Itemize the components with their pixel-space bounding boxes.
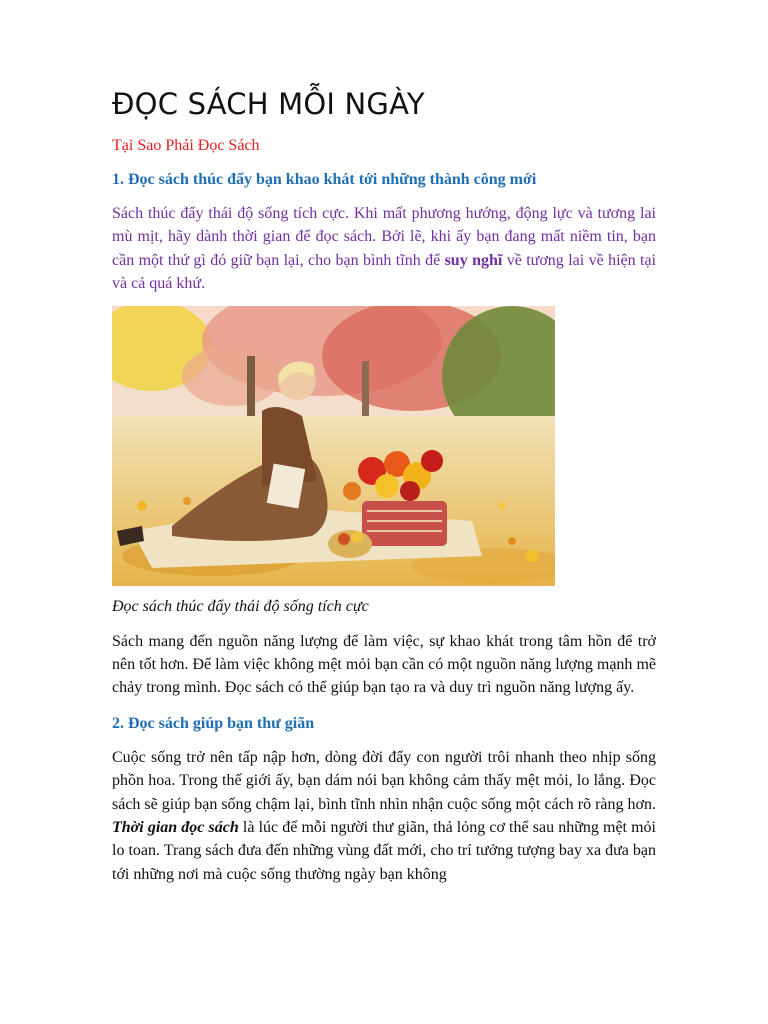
image-caption: Đọc sách thúc đẩy thái độ sống tích cực [112, 597, 369, 615]
section-1-paragraph [112, 202, 656, 296]
section-1-paragraph-2: Sách mang đến nguồn năng lượng để làm việc, sự khao khát trong tâm hồn để trở nên tốt hơn. Để làm việc không mệt mỏi bạn cần có một nguồn năng lượng mạnh mẽ chảy trong mình. Đọc sách có thể giúp bạn tạo ra và duy trì nguồn năng lượng ấy. [112, 632, 656, 697]
section-2-paragraph [112, 746, 656, 886]
autumn-reading-photo [112, 306, 555, 586]
section-2-text-b: là lúc để mỗi người thư giãn, thả lỏng cơ thể sau những mệt mỏi lo toan. Trang sách đưa đến những vùng đất mới, cho trí tưởng tượng bay xa đưa bạn tới những nơi mà cuộc sống thường ngày bạn không [112, 819, 657, 883]
section-1-heading: 1. Đọc sách thúc đẩy bạn khao khát tới những thành công mới [112, 171, 537, 188]
document-page [112, 86, 656, 896]
document-subtitle: Tại Sao Phải Đọc Sách [112, 137, 260, 154]
section-1-text-b: về tương lai về hiện tại và cả quá khứ. [112, 251, 656, 293]
section-2-heading: 2. Đọc sách giúp bạn thư giãn [112, 714, 315, 732]
section-2-bold-italic-text: Thời gian đọc sách [112, 819, 239, 837]
section-2-text-a: Cuộc sống trở nên tấp nập hơn, dòng đời đẩy con người trôi nhanh theo nhịp sống phồn hoa. Trong thế giới ấy, bạn dám nói bạn không cảm thấy mệt mỏi, lo lắng. Đọc sách sẽ giúp bạn sống chậm lại, bình tĩnh nhìn nhận cuộc sống một cách rõ ràng hơn. [112, 748, 656, 813]
section-1-bold-text: suy nghĩ [444, 251, 503, 269]
section-1-text-a: Sách thúc đẩy thái độ sống tích cực. Khi mất phương hướng, động lực và tương lai mù mịt, hãy dành thời gian để đọc sách. Bởi lẽ, khi ấy bạn đang mất niềm tin, bạn cần một thứ gì đó giữ bạn lại, cho bạn bình tĩnh để [112, 205, 656, 269]
document-title: ĐỌC SÁCH MỖI NGÀY [112, 87, 425, 121]
